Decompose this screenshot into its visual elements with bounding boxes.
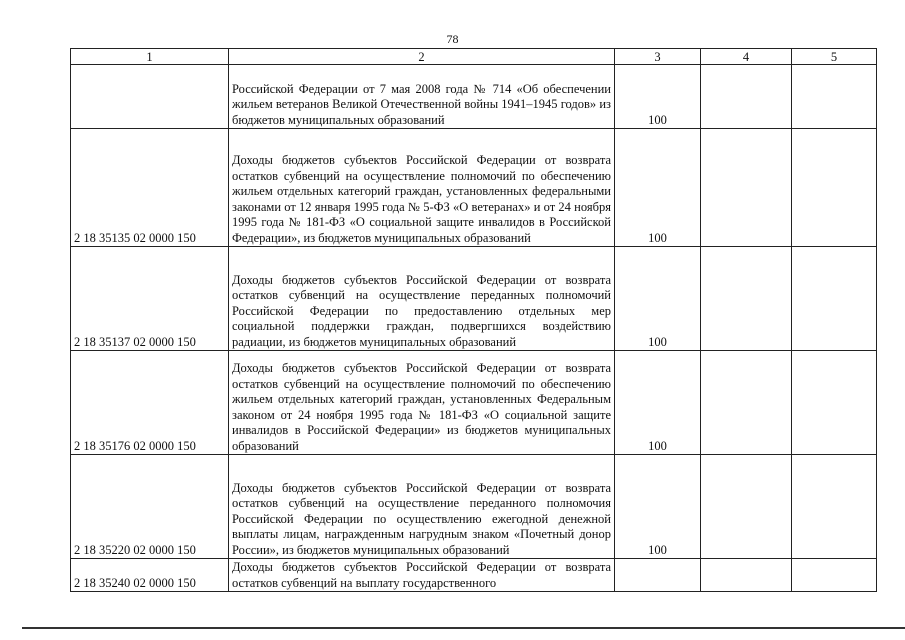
row-col3-value: 100 bbox=[615, 351, 701, 455]
row-col5-value bbox=[792, 351, 877, 455]
row-col3-value: 100 bbox=[615, 129, 701, 247]
row-col4-value bbox=[701, 351, 792, 455]
row-name: Доходы бюджетов субъектов Российской Федерации от возврата остатков субвенций на выплату государственного bbox=[229, 559, 615, 592]
row-col5-value bbox=[792, 65, 877, 129]
row-col4-value bbox=[701, 455, 792, 559]
row-col3-value: 100 bbox=[615, 455, 701, 559]
table-row bbox=[71, 351, 877, 455]
row-code: 2 18 35220 02 0000 150 bbox=[71, 455, 229, 559]
row-col4-value bbox=[701, 65, 792, 129]
row-col4-value bbox=[701, 559, 792, 592]
row-col3-value: 100 bbox=[615, 247, 701, 351]
header-col-5: 5 bbox=[792, 49, 877, 65]
row-col4-value bbox=[701, 129, 792, 247]
row-code: 2 18 35176 02 0000 150 bbox=[71, 351, 229, 455]
table-row bbox=[71, 247, 877, 351]
row-col5-value bbox=[792, 129, 877, 247]
budget-revenue-table bbox=[70, 48, 877, 592]
row-col5-value bbox=[792, 455, 877, 559]
header-col-2: 2 bbox=[229, 49, 615, 65]
row-name: Доходы бюджетов субъектов Российской Федерации от возврата остатков субвенций на осуществление переданного полномочия Российской Федерации по осуществлению ежегодной денежной выплаты лицам, награжденным нагрудным знаком «Почетный донор России», из бюджетов муниципальных образований bbox=[229, 455, 615, 559]
header-col-3: 3 bbox=[615, 49, 701, 65]
row-code: 2 18 35135 02 0000 150 bbox=[71, 129, 229, 247]
row-col5-value bbox=[792, 559, 877, 592]
row-name: Российской Федерации от 7 мая 2008 года № 714 «Об обеспечении жильем ветеранов Великой Отечественной войны 1941–1945 годов» из бюджетов муниципальных образований bbox=[229, 65, 615, 129]
row-col3-value: 100 bbox=[615, 65, 701, 129]
header-col-4: 4 bbox=[701, 49, 792, 65]
page-bottom-rule bbox=[22, 627, 905, 629]
page-number: 78 bbox=[446, 32, 459, 46]
row-col3-value bbox=[615, 559, 701, 592]
row-name: Доходы бюджетов субъектов Российской Федерации от возврата остатков субвенций на осуществление полномочий по обеспечению жильем отдельных категорий граждан, установленных федеральными законами от 12 января 1995 года № 5-ФЗ «О ветеранах» и от 24 ноября 1995 года № 181-ФЗ «О социальной защите инвалидов в Российской Федерации», из бюджетов муниципальных образований bbox=[229, 129, 615, 247]
row-name: Доходы бюджетов субъектов Российской Федерации от возврата остатков субвенций на осуществление полномочий по обеспечению жильем отдельных категорий граждан, установленных Федеральным законом от 24 ноября 1995 года № 181-ФЗ «О социальной защите инвалидов в Российской Федерации» из бюджетов муниципальных образований bbox=[229, 351, 615, 455]
table-header-row bbox=[71, 49, 877, 65]
row-name: Доходы бюджетов субъектов Российской Федерации от возврата остатков субвенций на осуществление переданных полномочий Российской Федерации по предоставлению отдельных мер социальной поддержки граждан, подвергшихся воздействию радиации, из бюджетов муниципальных образований bbox=[229, 247, 615, 351]
table-row bbox=[71, 65, 877, 129]
header-col-1: 1 bbox=[71, 49, 229, 65]
row-code bbox=[71, 65, 229, 129]
row-col5-value bbox=[792, 247, 877, 351]
row-code: 2 18 35240 02 0000 150 bbox=[71, 559, 229, 592]
table-row bbox=[71, 129, 877, 247]
table-row bbox=[71, 559, 877, 592]
row-code: 2 18 35137 02 0000 150 bbox=[71, 247, 229, 351]
table-row bbox=[71, 455, 877, 559]
row-col4-value bbox=[701, 247, 792, 351]
